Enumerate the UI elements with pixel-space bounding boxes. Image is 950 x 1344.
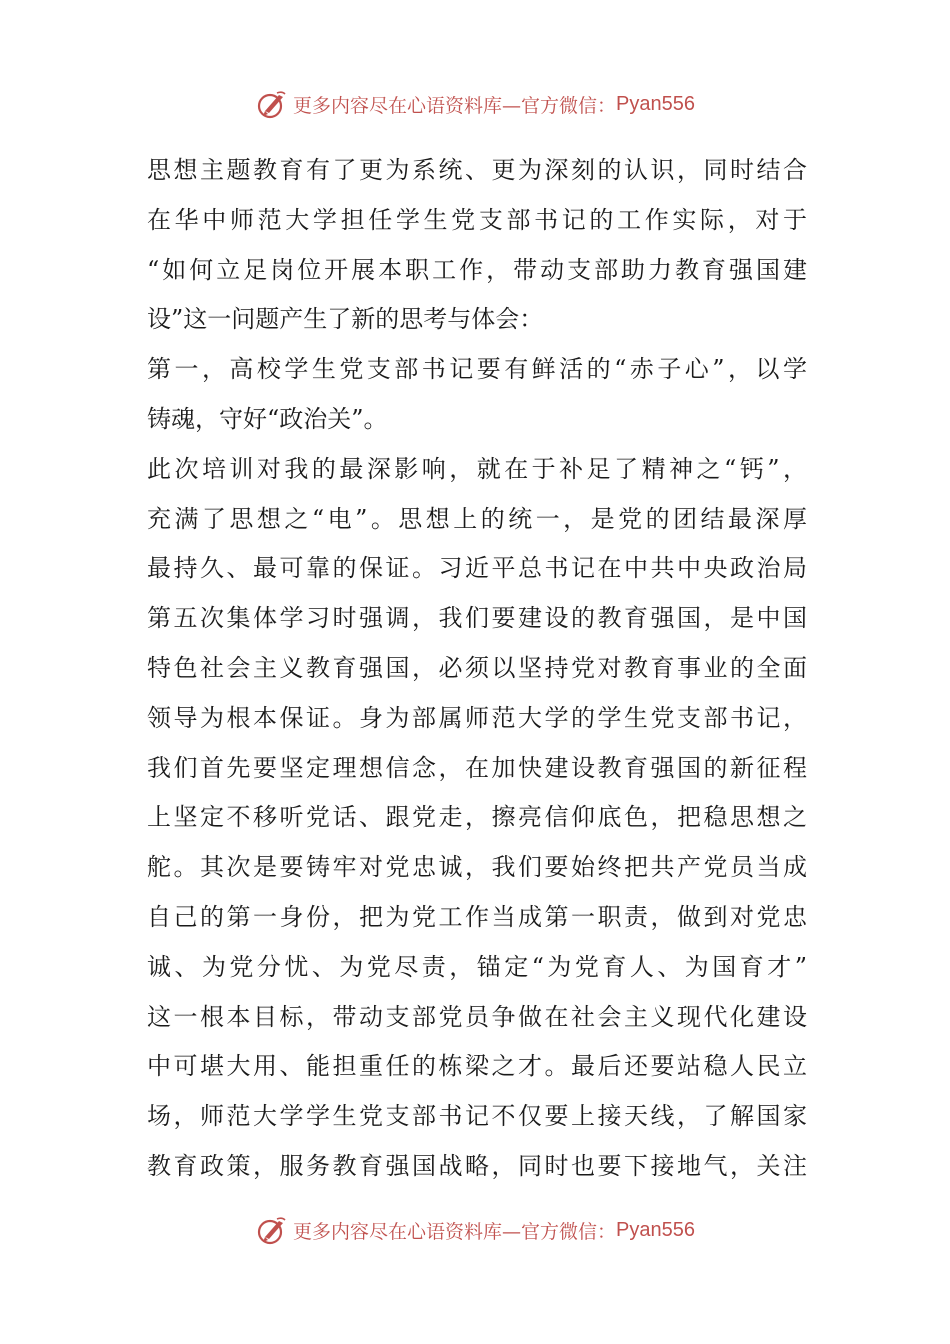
body-line: 教育政策，服务教育强国战略，同时也要下接地气，关注	[147, 1151, 807, 1180]
body-line: 我们首先要坚定理想信念，在加快建设教育强国的新征程	[147, 753, 807, 782]
body-line: 这一根本目标，带动支部党员争做在社会主义现代化建设	[147, 1002, 807, 1031]
body-line: 诚、为党分忧、为党尽责，锚定“为党育人、为国育才”	[147, 952, 807, 981]
footer-banner-text: 更多内容尽在心语资料库—官方微信：	[293, 1220, 617, 1243]
body-line: 特色社会主义教育强国，必须以坚持党对教育事业的全面	[147, 653, 807, 682]
body-line: 第一，高校学生党支部书记要有鲜活的“赤子心”，以学	[147, 355, 807, 384]
pen-nib-circle-icon	[255, 1213, 289, 1247]
body-text	[147, 146, 807, 1192]
body-line: 此次培训对我的最深影响，就在于补足了精神之“钙”，	[147, 454, 807, 483]
header-banner-text: 更多内容尽在心语资料库—官方微信：	[293, 94, 617, 117]
body-line: 铸魂，守好“政治关”。	[147, 404, 388, 433]
body-line: “如何立足岗位开展本职工作，带动支部助力教育强国建	[147, 255, 807, 284]
body-line: 场，师范大学学生党支部书记不仅要上接天线，了解国家	[147, 1102, 807, 1131]
body-line: 领导为根本保证。身为部属师范大学的学生党支部书记，	[147, 703, 807, 732]
body-line: 在华中师范大学担任学生党支部书记的工作实际，对于	[147, 205, 807, 234]
body-line: 最持久、最可靠的保证。习近平总书记在中共中央政治局	[147, 554, 807, 583]
pen-nib-circle-icon	[255, 87, 289, 121]
header-banner	[0, 84, 950, 124]
body-line: 舵。其次是要铸牢对党忠诚，我们要始终把共产党员当成	[147, 853, 807, 882]
body-line: 思想主题教育有了更为系统、更为深刻的认识，同时结合	[147, 156, 807, 184]
body-line: 中可堪大用、能担重任的栋梁之才。最后还要站稳人民立	[147, 1052, 807, 1081]
footer-banner-wechat-id: Pyan556	[616, 1218, 695, 1241]
body-line: 第五次集体学习时强调，我们要建设的教育强国，是中国	[147, 604, 807, 633]
body-line: 上坚定不移听党话、跟党走，擦亮信仰底色，把稳思想之	[147, 803, 807, 832]
body-line: 充满了思想之“电”。思想上的统一，是党的团结最深厚	[147, 504, 807, 533]
body-line: 自己的第一身份，把为党工作当成第一职责，做到对党忠	[147, 902, 807, 931]
body-line: 设”这一问题产生了新的思考与体会：	[147, 305, 544, 334]
footer-banner	[0, 1210, 950, 1250]
header-banner-wechat-id: Pyan556	[616, 92, 695, 115]
